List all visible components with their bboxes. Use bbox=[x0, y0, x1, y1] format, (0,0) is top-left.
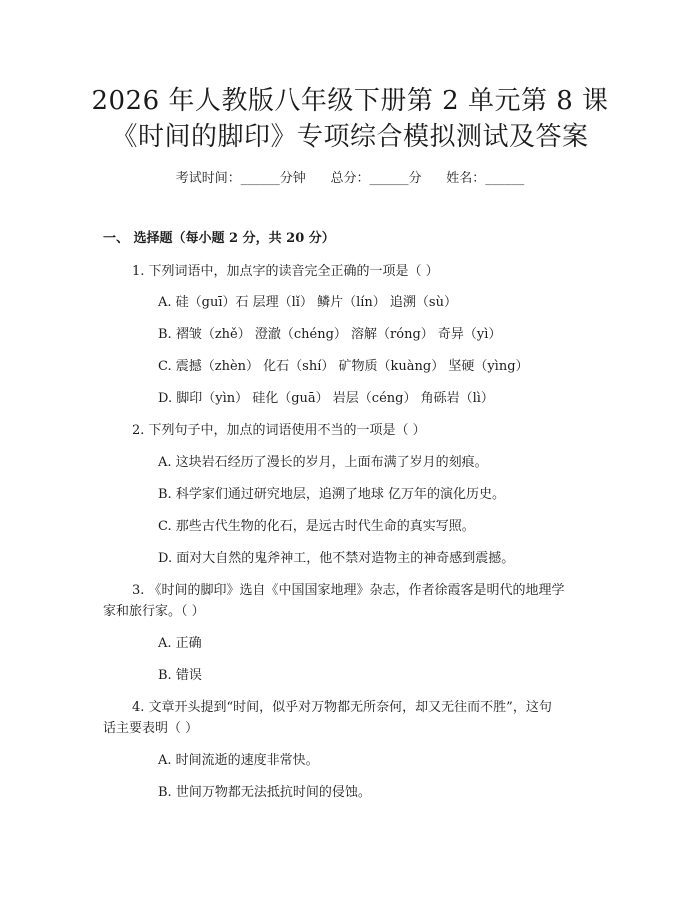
exam-meta-info: 考试时间：______分钟 总分：______分 姓名：______ bbox=[175, 171, 525, 186]
question-4-stem-continued: 话主要表明（ ） bbox=[103, 721, 199, 736]
question-3-stem: 3. 《时间的脚印》选自《中国国家地理》杂志，作者徐霞客是明代的地理学 bbox=[132, 583, 565, 598]
question-1-option-d: D. 脚印（yìn） 硅化（guā） 岩层（céng） 角砾岩（lì） bbox=[158, 391, 494, 406]
title-line-1: 2026 年人教版八年级下册第 2 单元第 8 课 bbox=[91, 86, 609, 116]
question-1-option-b: B. 褶皱（zhě） 澄澈（chéng） 溶解（róng） 奇异（yì） bbox=[158, 327, 502, 342]
question-4-option-a: A. 时间流逝的速度非常快。 bbox=[158, 753, 319, 768]
question-3-stem-continued: 家和旅行家。（ ） bbox=[103, 604, 205, 619]
question-1-stem: 1. 下列词语中，加点字的读音完全正确的一项是（ ） bbox=[132, 264, 439, 279]
section-heading: 一、 选择题（每小题 2 分，共 20 分） bbox=[103, 231, 335, 246]
question-2-option-d: D. 面对大自然的鬼斧神工，他不禁对造物主的神奇感到震撼。 bbox=[158, 551, 515, 566]
question-3-option-b: B. 错误 bbox=[158, 668, 202, 683]
title-line-2: 《时间的脚印》专项综合模拟测试及答案 bbox=[111, 122, 589, 152]
question-1-option-c: C. 震撼（zhèn） 化石（shí） 矿物质（kuàng） 坚硬（yìng） bbox=[158, 359, 529, 374]
question-2-option-c: C. 那些古代生物的化石，是远古时代生命的真实写照。 bbox=[158, 519, 475, 534]
question-4-option-b: B. 世间万物都无法抵抗时间的侵蚀。 bbox=[158, 785, 371, 800]
question-1-option-a: A. 硅（guī）石 层理（lǐ） 鳞片（lín） 追溯（sù） bbox=[158, 295, 457, 310]
question-2-stem: 2. 下列句子中，加点的词语使用不当的一项是（ ） bbox=[132, 423, 426, 438]
question-3-option-a: A. 正确 bbox=[158, 636, 202, 651]
question-2-option-a: A. 这块岩石经历了漫长的岁月，上面布满了岁月的刻痕。 bbox=[158, 455, 488, 470]
question-2-option-b: B. 科学家们通过研究地层，追溯了地球 亿万年的演化历史。 bbox=[158, 487, 505, 502]
question-4-stem: 4. 文章开头提到“时间，似乎对万物都无所奈何，却又无往而不胜”，这句 bbox=[132, 700, 552, 715]
